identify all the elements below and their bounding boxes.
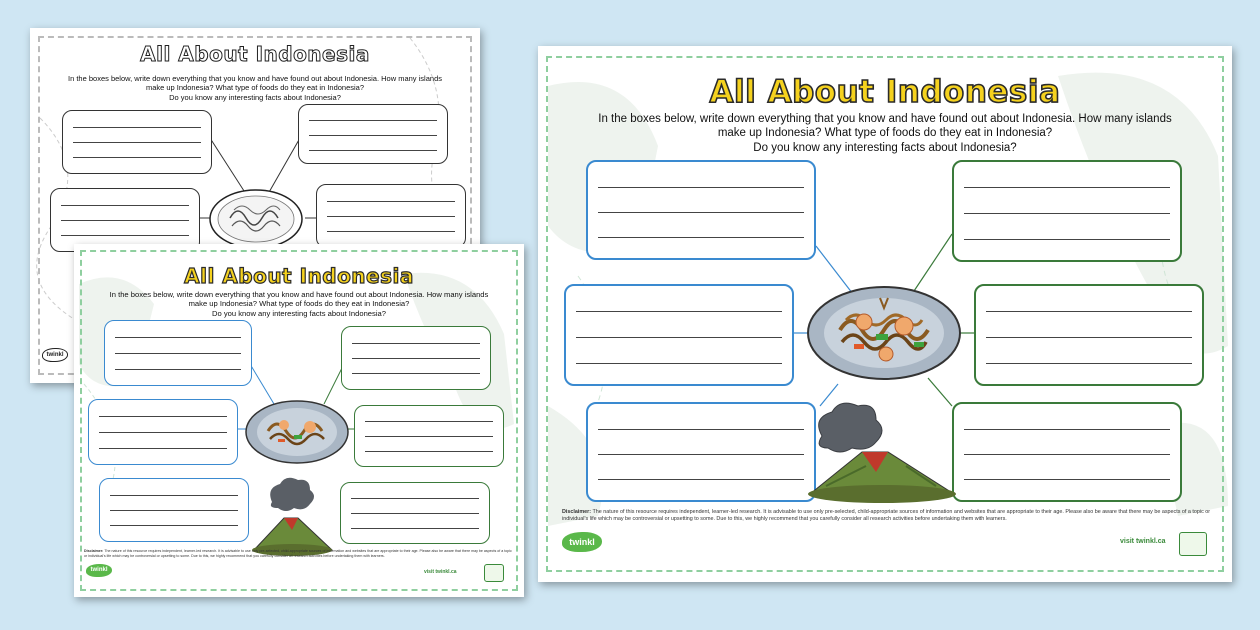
answer-box-1[interactable] xyxy=(586,160,816,260)
disclaimer: Disclaimer: The nature of this resource requires independent, learner-led research. It is advisable to use only pre-selected, child-appropriate sources of information and websites that are appropriate to their age. Please also be aware that there may be aspects of a topic or individual's life which may be controversial or upsetting to some. Due to this, we highly recommend that you carefully consider all research activities before undertaking them with learners. xyxy=(562,509,1211,523)
twinkl-logo: twinkl xyxy=(562,532,602,552)
disclaimer: Disclaimer: The nature of this resource requires independent, learner-led research. It is advisable to use only pre-selected, child-appropriate sources of information and websites that are appropriate to their age. Please also be aware that there may be aspects of a topic or individual's life which may be controversial or upsetting to some. Due to this, we highly recommend that you carefully consider all research activities before undertaking them with learners. xyxy=(84,549,512,558)
instructions-line-2: make up Indonesia? What type of foods do they eat in Indonesia? xyxy=(188,299,410,309)
visit-link[interactable]: visit twinkl.ca xyxy=(1120,538,1166,545)
answer-box-2[interactable] xyxy=(298,104,448,164)
answer-box-6[interactable] xyxy=(340,482,490,544)
answer-box-4[interactable] xyxy=(354,405,504,467)
instructions-line-1: In the boxes below, write down everything that you know and have found out about Indonesia. How many islands xyxy=(68,74,442,83)
twinkl-logo: twinkl xyxy=(42,348,68,362)
instructions-line-2: make up Indonesia? What type of foods do they eat in Indonesia? xyxy=(145,83,365,93)
worksheet-title: All About Indonesia xyxy=(140,42,370,66)
answer-box-3[interactable] xyxy=(88,399,238,465)
noodle-plate-icon xyxy=(208,188,304,250)
worksheet-preview-color-large xyxy=(538,46,1232,582)
answer-box-2[interactable] xyxy=(952,160,1182,262)
volcano-icon xyxy=(806,396,958,506)
quality-badge xyxy=(1179,532,1207,556)
instructions-line-1: In the boxes below, write down everything that you know and have found out about Indonesia. How many islands xyxy=(109,290,489,299)
instructions-line-3: Do you know any interesting facts about Indonesia? xyxy=(212,308,386,318)
answer-box-2[interactable] xyxy=(341,326,491,390)
answer-box-3[interactable] xyxy=(564,284,794,386)
quality-badge xyxy=(484,564,504,582)
answer-box-3[interactable] xyxy=(50,188,200,252)
instructions-line-3: Do you know any interesting facts about Indonesia? xyxy=(169,92,341,102)
visit-link[interactable]: visit twinkl.ca xyxy=(424,569,457,575)
answer-box-6[interactable] xyxy=(952,402,1182,502)
answer-box-5[interactable] xyxy=(586,402,816,502)
instructions-line-3: Do you know any interesting facts about Indonesia? xyxy=(753,141,1017,154)
worksheet-title: All About Indonesia xyxy=(709,74,1061,110)
answer-box-4[interactable] xyxy=(316,184,466,248)
answer-box-5[interactable] xyxy=(99,478,249,542)
noodle-plate-icon xyxy=(244,399,350,465)
instructions-line-2: make up Indonesia? What type of foods do they eat in Indonesia? xyxy=(717,127,1053,140)
worksheet-preview-color-small xyxy=(74,244,524,597)
answer-box-4[interactable] xyxy=(974,284,1204,386)
worksheet-title: All About Indonesia xyxy=(184,264,414,288)
twinkl-logo: twinkl xyxy=(86,564,112,577)
answer-box-1[interactable] xyxy=(104,320,252,386)
answer-box-1[interactable] xyxy=(62,110,212,174)
noodle-plate-icon xyxy=(806,284,962,382)
instructions-line-1: In the boxes below, write down everything that you know and have found out about Indonesia. How many islands xyxy=(598,113,1172,125)
volcano-icon xyxy=(252,474,334,558)
